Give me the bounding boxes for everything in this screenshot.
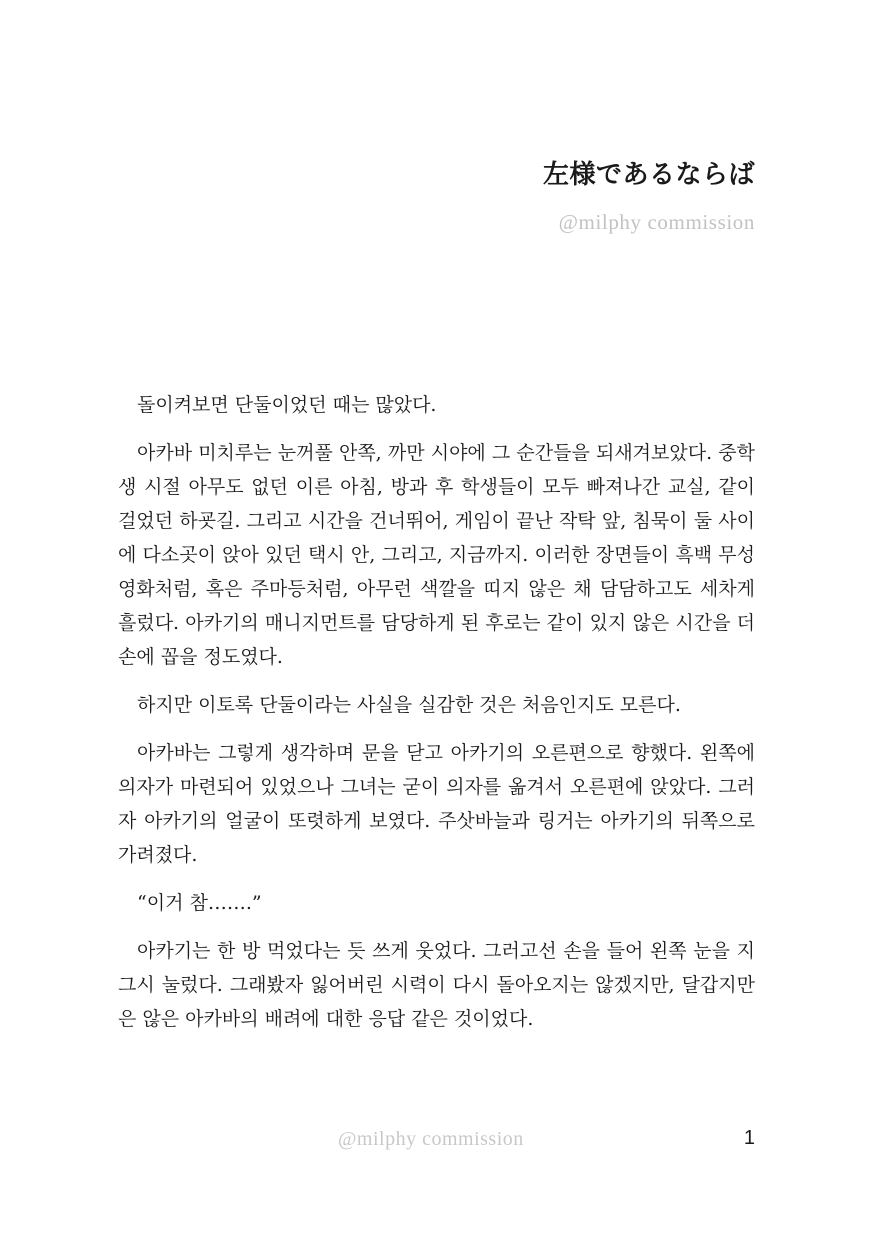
paragraph: 돌이켜보면 단둘이었던 때는 많았다. — [137, 394, 437, 416]
paragraph: 아카바는 그렇게 생각하며 문을 닫고 아카기의 오른편으로 향했다. 왼쪽에 의자가 마련되어 있었으나 그녀는 굳이 의자를 옮겨서 오른편에 앉았다. 그러자 아카기의 얼굴이 또렷하게 보였다. 주삿바늘과 링거는 아카기의 뒤쪽으로 가려졌다. — [118, 742, 755, 866]
chapter-title: 左様であるならば — [542, 160, 755, 190]
header-credit: @milphy commission — [558, 210, 755, 234]
paragraph: 아카바 미치루는 눈꺼풀 안쪽, 까만 시야에 그 순간들을 되새겨보았다. 중학생 시절 아무도 없던 이른 아침, 방과 후 학생들이 모두 빠져나간 교실, 같이 걸었던 하굣길. 그리고 시간을 건너뛰어, 게임이 끝난 작탁 앞, 침묵이 둘 사이에 다소곳이 앉아 있던 택시 안, 그리고, 지금까지. 이러한 장면들이 흑백 무성 영화처럼, 혹은 주마등처럼, 아무런 색깔을 띠지 않은 채 담담하고도 세차게 흘렀다. 아카기의 매니지먼트를 담당하게 된 후로는 같이 있지 않은 시간을 더 손에 꼽을 정도였다. — [118, 442, 755, 668]
paragraph: 하지만 이토록 단둘이라는 사실을 실감한 것은 처음인지도 모른다. — [137, 694, 681, 716]
page-number: 1 — [743, 1127, 755, 1149]
paragraph: 아카기는 한 방 먹었다는 듯 쓰게 웃었다. 그러고선 손을 들어 왼쪽 눈을 지그시 눌렀다. 그래봤자 잃어버린 시력이 다시 돌아오지는 않겠지만, 달갑지만은 않은 아카바의 배려에 대한 응답 같은 것이었다. — [118, 940, 755, 1030]
footer-credit: @milphy commission — [338, 1128, 524, 1150]
body-text — [118, 388, 755, 1050]
paragraph: “이거 참…….” — [137, 892, 262, 914]
